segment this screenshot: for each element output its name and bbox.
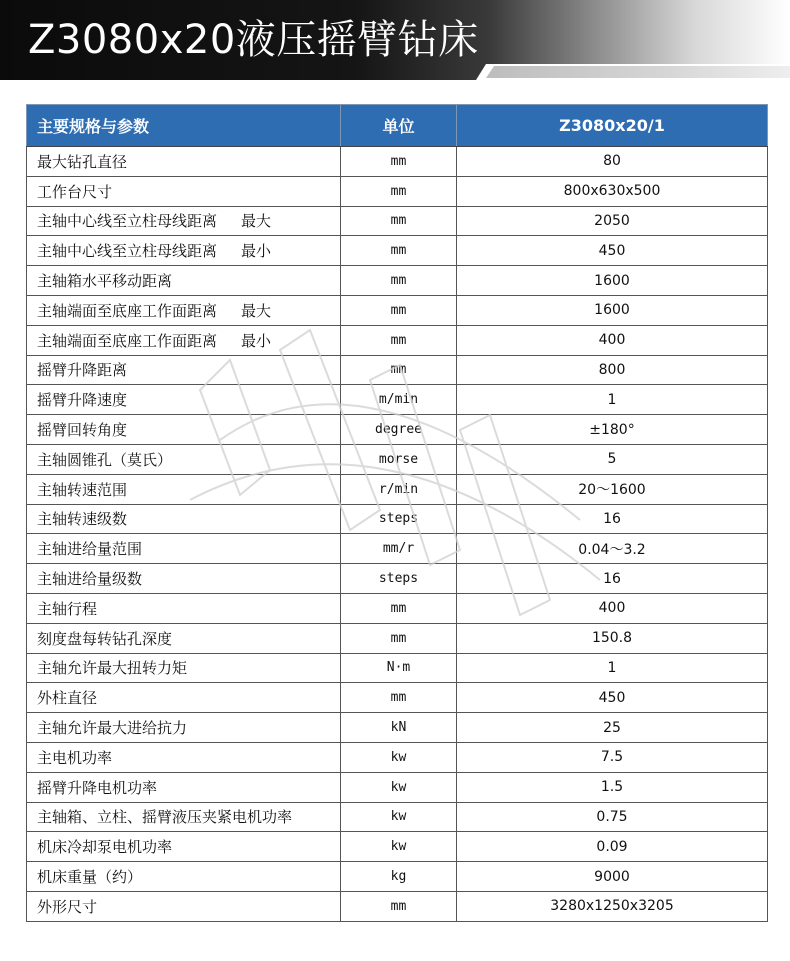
spec-name-cell [27, 713, 341, 743]
spec-name: 主轴中心线至立柱母线距离 [37, 242, 218, 261]
spec-value: 400 [457, 593, 768, 623]
table-row [27, 385, 768, 415]
spec-name: 主轴箱水平移动距离 [37, 272, 173, 291]
table-row [27, 862, 768, 892]
spec-name: 工作台尺寸 [37, 182, 113, 201]
spec-name-cell [27, 355, 341, 385]
table-row [27, 564, 768, 594]
table-row [27, 147, 768, 177]
spec-value: 5 [457, 444, 768, 474]
spec-unit: mm [341, 683, 457, 713]
table-row [27, 176, 768, 206]
spec-name: 主轴允许最大扭转力矩 [37, 659, 188, 678]
spec-value: 7.5 [457, 742, 768, 772]
spec-unit: degree [341, 415, 457, 445]
spec-name: 摇臂升降电机功率 [37, 778, 158, 797]
banner-accent-strip [486, 66, 790, 78]
table-row [27, 683, 768, 713]
spec-name-cell [27, 534, 341, 564]
spec-name: 主轴中心线至立柱母线距离 [37, 212, 218, 231]
spec-value: 450 [457, 683, 768, 713]
spec-name: 主轴进给量级数 [37, 570, 143, 589]
spec-name-cell [27, 564, 341, 594]
spec-name-cell [27, 832, 341, 862]
spec-name-cell [27, 504, 341, 534]
spec-name: 机床冷却泵电机功率 [37, 838, 173, 857]
spec-value: 1 [457, 385, 768, 415]
spec-unit: N·m [341, 653, 457, 683]
spec-unit: mm [341, 236, 457, 266]
spec-value: 0.04～3.2 [457, 534, 768, 564]
spec-value: 3280x1250x3205 [457, 891, 768, 921]
table-row [27, 444, 768, 474]
spec-value: 0.75 [457, 802, 768, 832]
table-row [27, 742, 768, 772]
header-spec: 主要规格与参数 [27, 105, 341, 147]
spec-unit: steps [341, 564, 457, 594]
page-title: Z3080x20液压摇臂钻床 [28, 17, 479, 63]
spec-name: 主轴行程 [37, 599, 98, 618]
spec-value: 150.8 [457, 623, 768, 653]
title-banner [0, 0, 790, 80]
spec-name-cell [27, 474, 341, 504]
spec-name: 机床重量（约） [37, 868, 143, 887]
spec-value: 16 [457, 564, 768, 594]
spec-unit: r/min [341, 474, 457, 504]
spec-name-cell [27, 147, 341, 177]
spec-unit: mm [341, 295, 457, 325]
spec-unit: steps [341, 504, 457, 534]
spec-unit: kw [341, 772, 457, 802]
spec-name: 主轴进给量范围 [37, 540, 143, 559]
spec-table [26, 104, 768, 922]
spec-value: 80 [457, 147, 768, 177]
table-row [27, 593, 768, 623]
spec-name-cell [27, 653, 341, 683]
spec-name-cell [27, 742, 341, 772]
table-row [27, 891, 768, 921]
spec-name: 外形尺寸 [37, 897, 98, 916]
spec-unit: kN [341, 713, 457, 743]
table-row [27, 713, 768, 743]
header-model: Z3080x20/1 [457, 105, 768, 147]
spec-name-cell [27, 772, 341, 802]
spec-unit: kw [341, 742, 457, 772]
spec-unit: mm/r [341, 534, 457, 564]
table-row [27, 832, 768, 862]
spec-qualifier: 最大 [241, 212, 272, 231]
spec-qualifier: 最大 [241, 301, 272, 320]
spec-value: 1 [457, 653, 768, 683]
table-header-row [27, 105, 768, 147]
spec-value: 25 [457, 713, 768, 743]
spec-name-cell [27, 325, 341, 355]
spec-name: 主轴转速级数 [37, 510, 128, 529]
table-row [27, 415, 768, 445]
spec-qualifier: 最小 [241, 242, 272, 261]
spec-value: 1600 [457, 266, 768, 296]
table-row [27, 295, 768, 325]
spec-name-cell [27, 623, 341, 653]
spec-name-cell [27, 444, 341, 474]
spec-unit: mm [341, 266, 457, 296]
spec-value: 450 [457, 236, 768, 266]
spec-name-cell [27, 415, 341, 445]
table-row [27, 474, 768, 504]
table-row [27, 653, 768, 683]
table-body [27, 147, 768, 922]
table-row [27, 802, 768, 832]
spec-name-cell [27, 593, 341, 623]
spec-name-cell [27, 802, 341, 832]
table-row [27, 534, 768, 564]
spec-name-cell [27, 206, 341, 236]
table-row [27, 772, 768, 802]
spec-unit: mm [341, 623, 457, 653]
table-row [27, 355, 768, 385]
spec-unit: m/min [341, 385, 457, 415]
spec-value: 800 [457, 355, 768, 385]
spec-value: 1600 [457, 295, 768, 325]
table-row [27, 325, 768, 355]
spec-unit: mm [341, 355, 457, 385]
spec-unit: mm [341, 206, 457, 236]
spec-name-cell [27, 266, 341, 296]
spec-name: 摇臂升降距离 [37, 361, 128, 380]
spec-unit: kw [341, 802, 457, 832]
spec-value: 16 [457, 504, 768, 534]
spec-name: 主轴端面至底座工作面距离 [37, 331, 218, 350]
spec-value: 2050 [457, 206, 768, 236]
spec-name: 最大钻孔直径 [37, 152, 128, 171]
spec-unit: kg [341, 862, 457, 892]
spec-qualifier: 最小 [241, 331, 272, 350]
spec-value: 9000 [457, 862, 768, 892]
table-row [27, 266, 768, 296]
spec-name: 主轴端面至底座工作面距离 [37, 301, 218, 320]
spec-name-cell [27, 295, 341, 325]
spec-name: 摇臂升降速度 [37, 391, 128, 410]
spec-unit: mm [341, 891, 457, 921]
spec-name: 外柱直径 [37, 689, 98, 708]
spec-name: 主轴允许最大进给抗力 [37, 719, 188, 738]
spec-name: 主轴箱、立柱、摇臂液压夹紧电机功率 [37, 808, 293, 827]
spec-value: 800x630x500 [457, 176, 768, 206]
spec-unit: kw [341, 832, 457, 862]
spec-value: 20～1600 [457, 474, 768, 504]
spec-unit: mm [341, 593, 457, 623]
spec-value: 1.5 [457, 772, 768, 802]
table-row [27, 504, 768, 534]
spec-value: 400 [457, 325, 768, 355]
table-row [27, 236, 768, 266]
spec-name: 主电机功率 [37, 748, 113, 767]
spec-name: 主轴转速范围 [37, 480, 128, 499]
spec-unit: mm [341, 176, 457, 206]
spec-name-cell [27, 176, 341, 206]
spec-value: ±180° [457, 415, 768, 445]
table-row [27, 623, 768, 653]
spec-name-cell [27, 236, 341, 266]
spec-name-cell [27, 683, 341, 713]
spec-name-cell [27, 862, 341, 892]
spec-name-cell [27, 891, 341, 921]
header-unit: 单位 [341, 105, 457, 147]
spec-value: 0.09 [457, 832, 768, 862]
spec-name: 刻度盘每转钻孔深度 [37, 629, 173, 648]
spec-name-cell [27, 385, 341, 415]
spec-unit: mm [341, 325, 457, 355]
table-row [27, 206, 768, 236]
spec-unit: mm [341, 147, 457, 177]
spec-unit: morse [341, 444, 457, 474]
spec-name: 摇臂回转角度 [37, 421, 128, 440]
spec-name: 主轴圆锥孔（莫氏） [37, 450, 173, 469]
